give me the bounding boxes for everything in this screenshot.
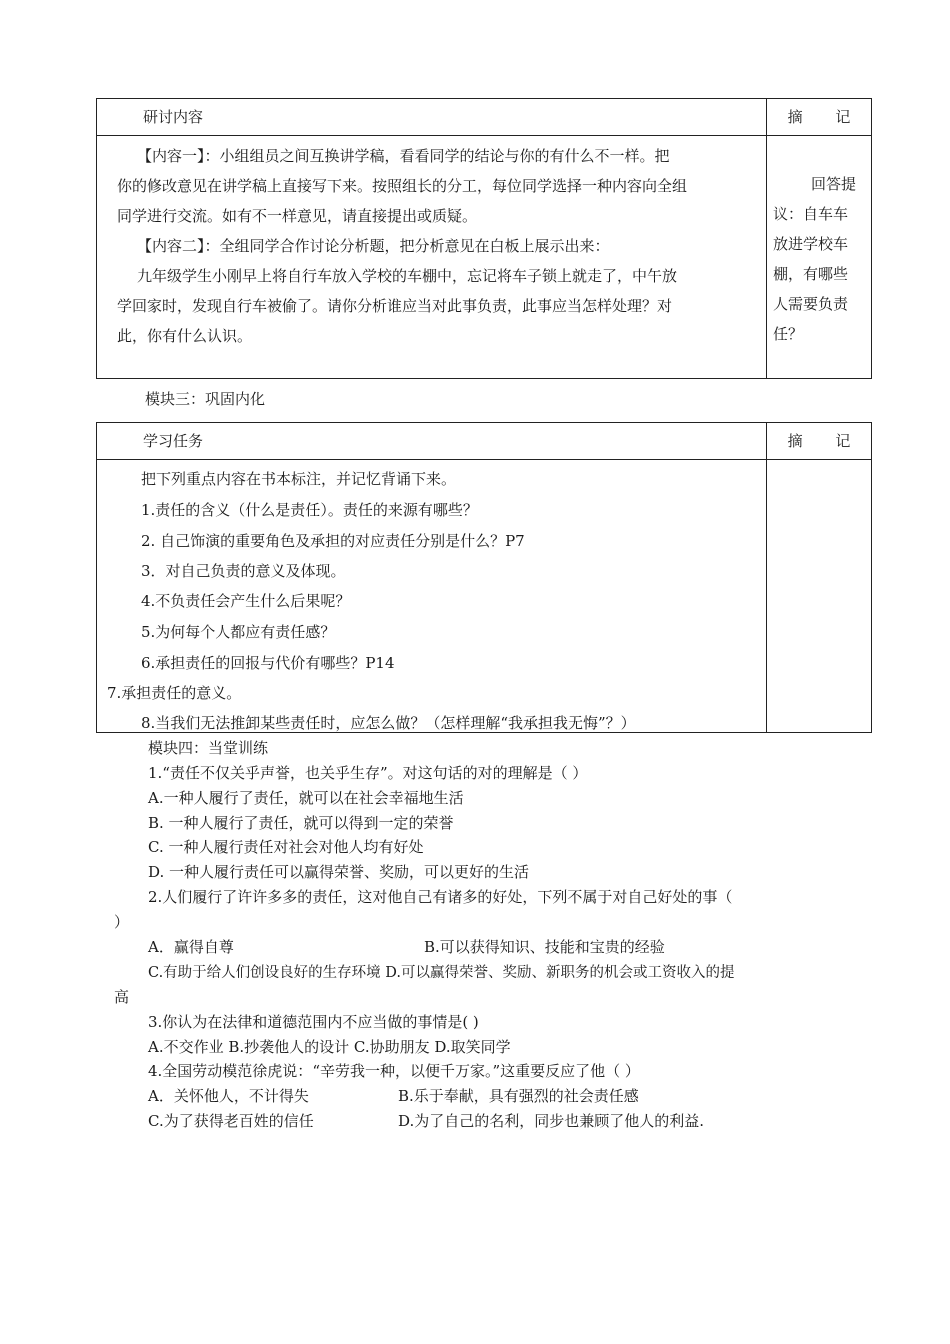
header-study-task: 学习任务 [97,423,767,459]
header-notes: 摘 记 [787,108,865,126]
study-task-content-cell [97,460,767,733]
option: B. 一种人履行了责任，就可以得到一定的荣誉 [148,814,454,832]
discussion-content-cell [97,136,767,379]
study-task-table [96,422,872,733]
notes-cell [767,136,871,379]
option: D.为了自己的名利，同步也兼顾了他人的利益. [398,1112,705,1130]
question-4: 4.全国劳动模范徐虎说：“辛劳我一种，以便千万家。”这重要反应了他（ ） [148,1062,640,1080]
option: C.为了获得老百姓的信任 [148,1112,314,1130]
discussion-table-header [97,99,871,136]
discussion-line: 此，你有什么认识。 [117,327,253,345]
module3-title: 模块三：巩固内化 [145,390,266,408]
option: D. 一种人履行责任可以赢得荣誉、奖励，可以更好的生活 [148,863,530,881]
task-line: 2. 自己饰演的重要角色及承担的对应责任分别是什么？P7 [141,532,525,550]
option-continued: 高 [114,988,130,1006]
discussion-line: 你的修改意见在讲学稿上直接写下来。按照组长的分工，每位同学选择一种内容向全组 [117,177,688,195]
notes-cell [767,460,871,733]
notes-line: 放进学校车 [773,235,849,253]
task-line: 1.责任的含义（什么是责任）。责任的来源有哪些？ [141,501,478,519]
option: A．关怀他人，不计得失 [148,1087,309,1105]
option: B.乐于奉献，具有强烈的社会责任感 [398,1087,639,1105]
task-line: 7.承担责任的意义。 [107,684,242,702]
task-line: 6.承担责任的回报与代价有哪些？P14 [141,654,395,672]
notes-line: 议：自车车 [773,205,849,223]
task-line: 把下列重点内容在书本标注，并记忆背诵下来。 [141,470,457,488]
header-discussion-content: 研讨内容 [97,99,767,135]
question-3-options: A.不交作业 B.抄袭他人的设计 C.协助朋友 D.取笑同学 [148,1038,511,1056]
option: C. 一种人履行责任对社会对他人均有好处 [148,838,424,856]
module4-title: 模块四：当堂训练 [148,739,269,757]
question-2: 2.人们履行了许许多多的责任，这对他自己有诸多的好处，下列不属于对自己好处的事（ [148,888,733,906]
option: A．赢得自尊 [148,938,234,956]
task-line: 5.为何每个人都应有责任感？ [141,623,336,641]
option: B.可以获得知识、技能和宝贵的经验 [424,938,665,956]
notes-line: 棚，有哪些 [773,265,849,283]
discussion-table [96,98,872,379]
discussion-line: 【内容二】：全组同学合作讨论分析题，把分析意见在白板上展示出来： [137,237,610,255]
notes-line: 回答提 [811,175,857,193]
task-line: 4.不负责任会产生什么后果呢？ [141,592,351,610]
question-3: 3.你认为在法律和道德范围内不应当做的事情是( ) [148,1013,479,1031]
discussion-line: 学回家时，发现自行车被偷了。请你分析谁应当对此事负责，此事应当怎样处理？对 [117,297,673,315]
study-task-table-header [97,423,871,460]
discussion-line: 同学进行交流。如有不一样意见，请直接提出或质疑。 [117,207,478,225]
task-line: 3．对自己负责的意义及体现。 [141,562,346,580]
question-2-blank: ） [114,913,130,931]
option: C.有助于给人们创设良好的生存环境 D.可以赢得荣誉、奖励、新职务的机会或工资收入的提 [148,965,735,981]
option: A.一种人履行了责任，就可以在社会幸福地生活 [148,789,464,807]
header-notes: 摘 记 [787,432,865,450]
discussion-line: 【内容一】：小组组员之间互换讲学稿，看看同学的结论与你的有什么不一样。把 [137,147,670,165]
notes-line: 任？ [773,325,804,343]
question-1: 1.“责任不仅关乎声誉，也关乎生存”。对这句话的对的理解是（ ） [148,764,588,782]
task-line: 8.当我们无法推卸某些责任时，应怎么做？（怎样理解“我承担我无悔”？） [141,714,636,732]
discussion-line: 九年级学生小刚早上将自行车放入学校的车棚中，忘记将车子锁上就走了，中午放 [137,267,678,285]
notes-line: 人需要负责 [773,295,849,313]
